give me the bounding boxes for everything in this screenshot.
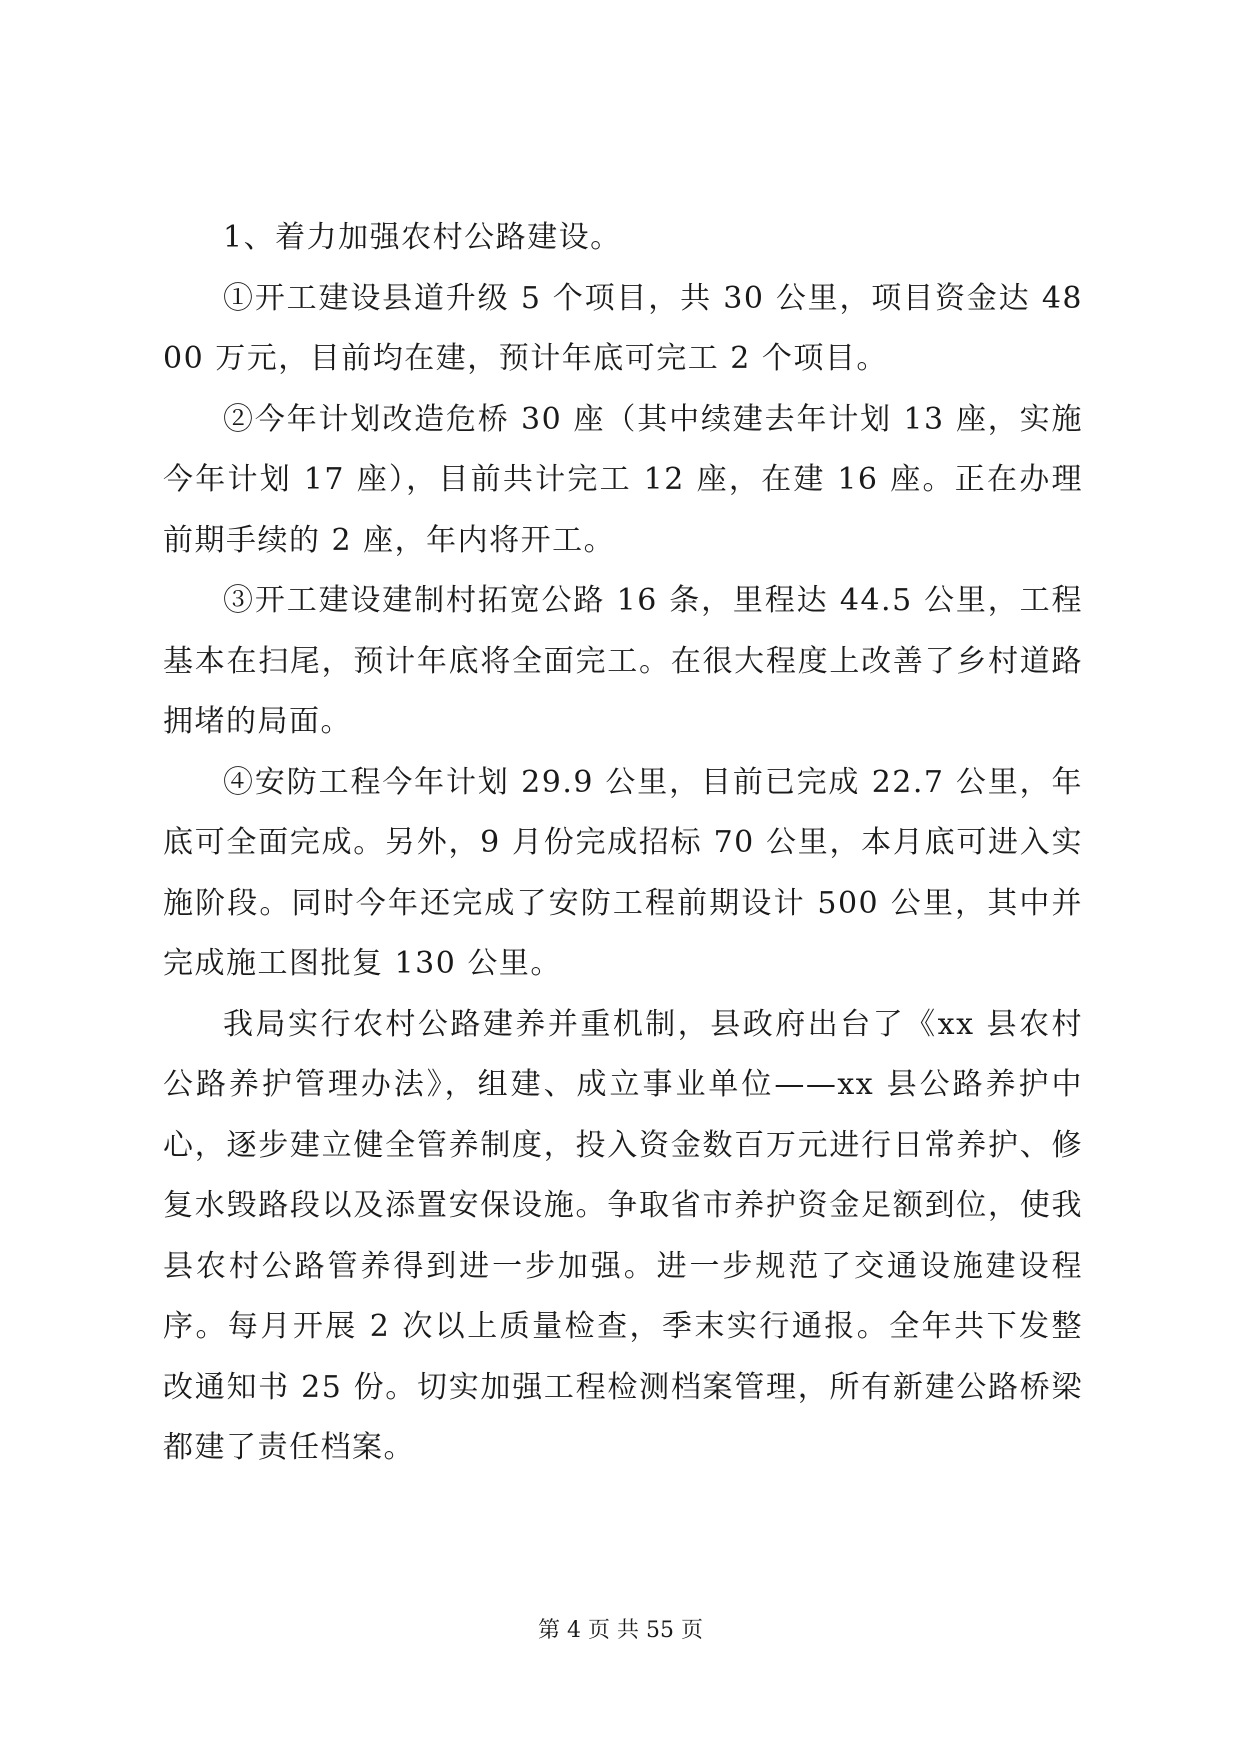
paragraph-maintenance: 我局实行农村公路建养并重机制，县政府出台了《xx 县农村公路养护管理办法》，组建、成立事业单位——xx 县公路养护中心，逐步建立健全管养制度，投入资金数百万元进行日常养护、修复水毁路段以及添置安保设施。争取省市养护资金足额到位，使我县农村公路管养得到进一步加强。进一步规范了交通设施建设程序。每月开展 2 次以上质量检查，季末实行通报。全年共下发整改通知书 25 份。切实加强工程检测档案管理，所有新建公路桥梁都建了责任档案。	[163, 1006, 1083, 1465]
paragraph-item-2: ②今年计划改造危桥 30 座（其中续建去年计划 13 座，实施今年计划 17 座），目前共计完工 12 座，在建 16 座。正在办理前期手续的 2 座，年内将开工。	[163, 401, 1083, 558]
paragraph-item-4: ④安防工程今年计划 29.9 公里，目前已完成 22.7 公里，年底可全面完成。另外，9 月份完成招标 70 公里，本月底可进入实施阶段。同时今年还完成了安防工程前期设计 500 公里，其中并完成施工图批复 130 公里。	[163, 764, 1083, 981]
document-body	[163, 208, 1083, 1479]
section-heading: 1、着力加强农村公路建设。	[223, 220, 622, 255]
page-number-footer: 第 4 页 共 55 页	[538, 1618, 703, 1643]
paragraph-item-1: ①开工建设县道升级 5 个项目，共 30 公里，项目资金达 4800 万元，目前均在建，预计年底可完工 2 个项目。	[163, 280, 1083, 376]
paragraph-item-3: ③开工建设建制村拓宽公路 16 条，里程达 44.5 公里，工程基本在扫尾，预计年底将全面完工。在很大程度上改善了乡村道路拥堵的局面。	[163, 583, 1083, 739]
